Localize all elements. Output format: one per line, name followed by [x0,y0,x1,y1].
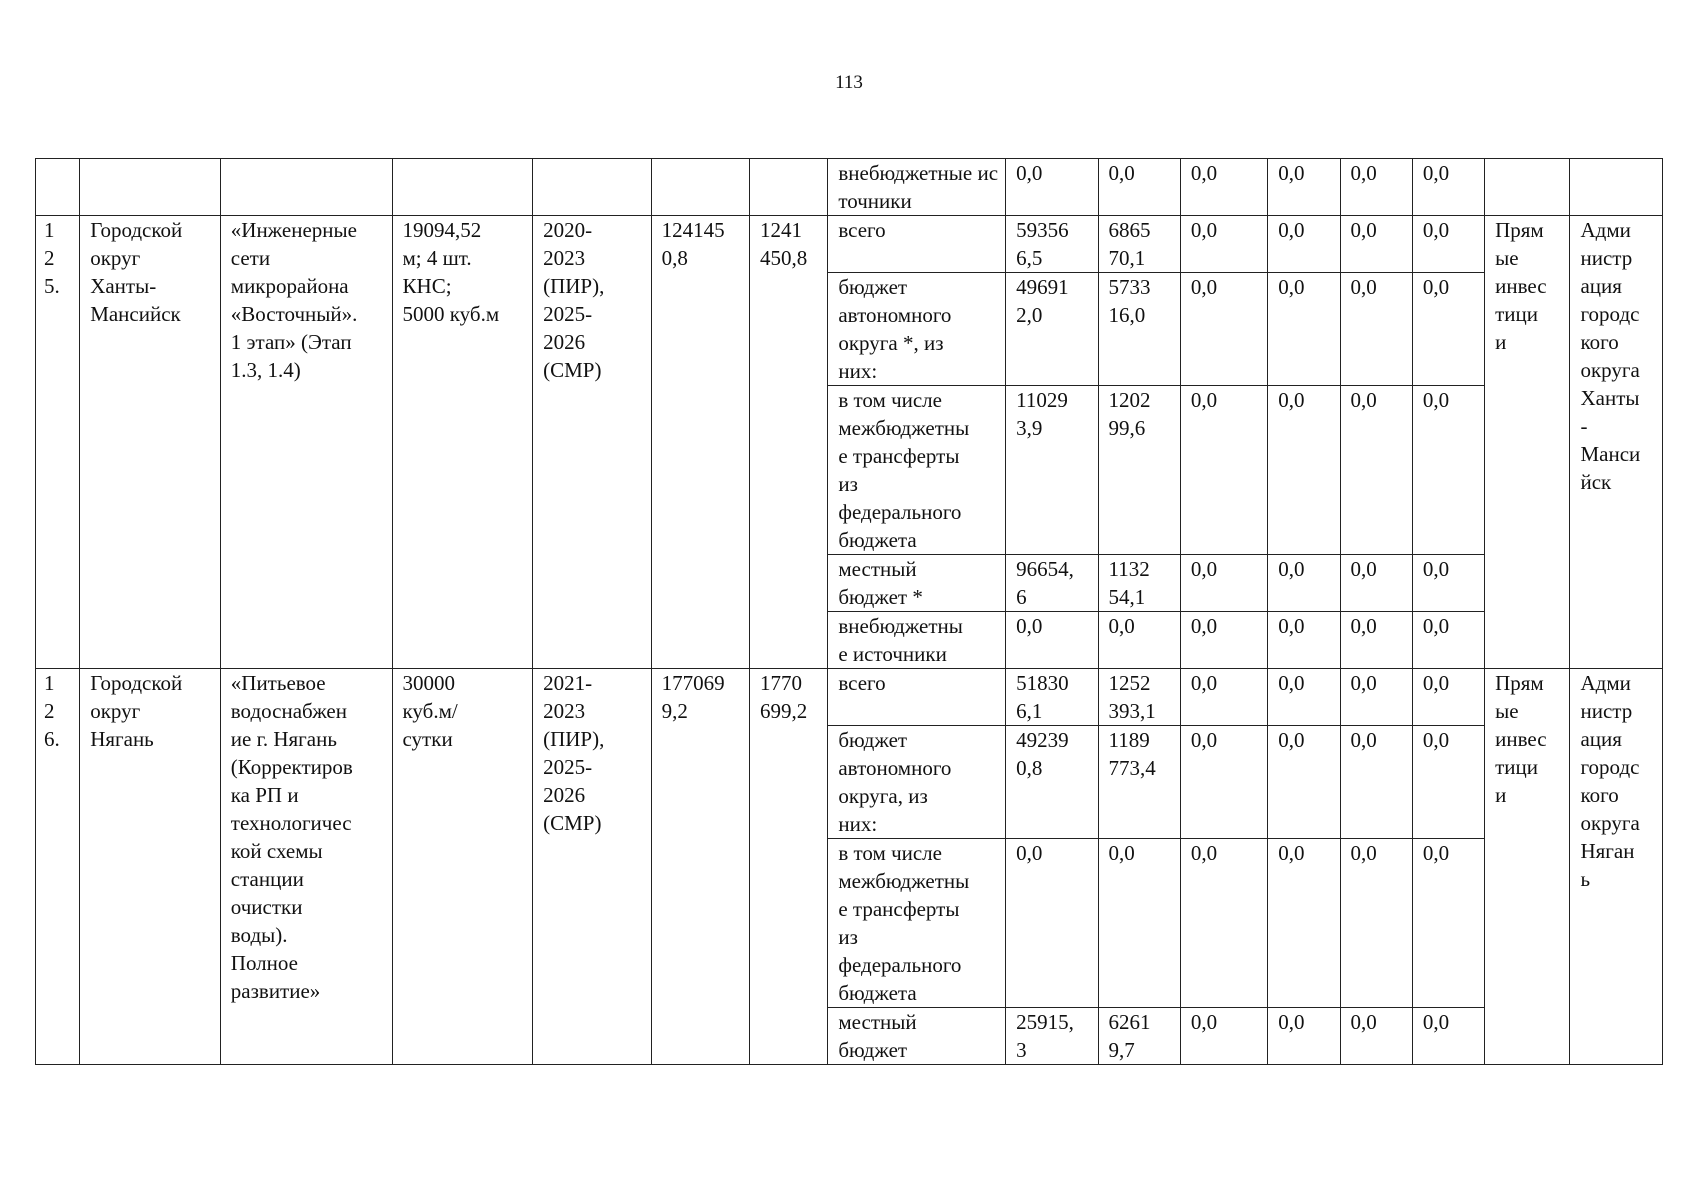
value-2026: 1202 99,6 [1098,386,1180,555]
customer: Адми нистр ация городс кого округа Няган ь [1570,669,1663,1065]
value-2029: 0,0 [1340,1008,1412,1065]
value-2027: 0,0 [1180,159,1267,216]
value-2026: 1252 393,1 [1098,669,1180,726]
value-2029: 0,0 [1340,612,1412,669]
funding-source: в том числе межбюджетны е трансферты из федерального бюджета [828,386,1006,555]
empty-cell [533,159,652,216]
years: 2021- 2023 (ПИР), 2025- 2026 (СМР) [533,669,652,1065]
value-2030: 0,0 [1412,555,1484,612]
value-2029: 0,0 [1340,669,1412,726]
value-2027: 0,0 [1180,839,1267,1008]
mechanism: Прям ые инвес тици и [1485,216,1570,669]
funding-source: всего [828,216,1006,273]
value-2028: 0,0 [1268,669,1340,726]
funding-source: внебюджетны е источники [828,612,1006,669]
value-2026: 0,0 [1098,839,1180,1008]
total-cost: 124145 0,8 [651,216,749,669]
value-2026: 1189 773,4 [1098,726,1180,839]
customer: Адми нистр ация городс кого округа Ханты - Манси йск [1570,216,1663,669]
value-2025: 0,0 [1006,612,1098,669]
value-2028: 0,0 [1268,159,1340,216]
years: 2020- 2023 (ПИР), 2025- 2026 (СМР) [533,216,652,669]
empty-cell [1570,159,1663,216]
funding-source: бюджет автономного округа, из них: [828,726,1006,839]
investment-table [35,158,1663,1065]
table-row [36,216,1663,273]
page-number: 113 [835,72,863,93]
empty-cell [1485,159,1570,216]
value-2030: 0,0 [1412,612,1484,669]
funding-source: внебюджетные источники [828,159,1006,216]
remaining-cost: 1770 699,2 [750,669,828,1065]
value-2028: 0,0 [1268,216,1340,273]
value-2030: 0,0 [1412,839,1484,1008]
capacity: 30000 куб.м/ сутки [392,669,533,1065]
value-2028: 0,0 [1268,273,1340,386]
remaining-cost: 1241 450,8 [750,216,828,669]
value-2027: 0,0 [1180,669,1267,726]
value-2027: 0,0 [1180,273,1267,386]
value-2026: 5733 16,0 [1098,273,1180,386]
value-2028: 0,0 [1268,1008,1340,1065]
empty-cell [750,159,828,216]
value-2028: 0,0 [1268,612,1340,669]
value-2025: 49239 0,8 [1006,726,1098,839]
empty-cell [220,159,392,216]
value-2025: 96654, 6 [1006,555,1098,612]
total-cost: 177069 9,2 [651,669,749,1065]
value-2027: 0,0 [1180,555,1267,612]
value-2030: 0,0 [1412,273,1484,386]
value-2026: 0,0 [1098,159,1180,216]
capacity: 19094,52 м; 4 шт. КНС; 5000 куб.м [392,216,533,669]
value-2026: 0,0 [1098,612,1180,669]
value-2030: 0,0 [1412,216,1484,273]
value-2025: 49691 2,0 [1006,273,1098,386]
empty-cell [651,159,749,216]
value-2028: 0,0 [1268,386,1340,555]
value-2027: 0,0 [1180,612,1267,669]
value-2027: 0,0 [1180,726,1267,839]
value-2029: 0,0 [1340,216,1412,273]
funding-source: в том числе межбюджетны е трансферты из федерального бюджета [828,839,1006,1008]
value-2025: 0,0 [1006,159,1098,216]
value-2027: 0,0 [1180,1008,1267,1065]
row-number: 1 2 5. [36,216,80,669]
value-2029: 0,0 [1340,839,1412,1008]
municipality: Городской округ Нягань [80,669,221,1065]
continuation-row [36,159,1663,216]
value-2026: 1132 54,1 [1098,555,1180,612]
value-2028: 0,0 [1268,555,1340,612]
funding-source: всего [828,669,1006,726]
value-2025: 25915, 3 [1006,1008,1098,1065]
value-2026: 6261 9,7 [1098,1008,1180,1065]
value-2030: 0,0 [1412,1008,1484,1065]
value-2029: 0,0 [1340,386,1412,555]
value-2029: 0,0 [1340,159,1412,216]
row-number: 1 2 6. [36,669,80,1065]
object-name: «Инженерные сети микрорайона «Восточный». 1 этап» (Этап 1.3, 1.4) [220,216,392,669]
object-name: «Питьевое водоснабжен ие г. Нягань (Корректиров ка РП и технологичес кой схемы станции очистки воды). Полное развитие» [220,669,392,1065]
empty-cell [36,159,80,216]
value-2030: 0,0 [1412,386,1484,555]
value-2025: 59356 6,5 [1006,216,1098,273]
value-2030: 0,0 [1412,669,1484,726]
value-2026: 6865 70,1 [1098,216,1180,273]
value-2030: 0,0 [1412,159,1484,216]
value-2029: 0,0 [1340,726,1412,839]
value-2025: 0,0 [1006,839,1098,1008]
funding-source: местный бюджет [828,1008,1006,1065]
value-2027: 0,0 [1180,216,1267,273]
value-2028: 0,0 [1268,726,1340,839]
empty-cell [392,159,533,216]
municipality: Городской округ Ханты- Мансийск [80,216,221,669]
value-2027: 0,0 [1180,386,1267,555]
value-2025: 11029 3,9 [1006,386,1098,555]
value-2029: 0,0 [1340,555,1412,612]
mechanism: Прям ые инвес тици и [1485,669,1570,1065]
value-2025: 51830 6,1 [1006,669,1098,726]
funding-source: местный бюджет * [828,555,1006,612]
value-2030: 0,0 [1412,726,1484,839]
value-2028: 0,0 [1268,839,1340,1008]
table-row [36,669,1663,726]
funding-source: бюджет автономного округа *, из них: [828,273,1006,386]
value-2029: 0,0 [1340,273,1412,386]
empty-cell [80,159,221,216]
